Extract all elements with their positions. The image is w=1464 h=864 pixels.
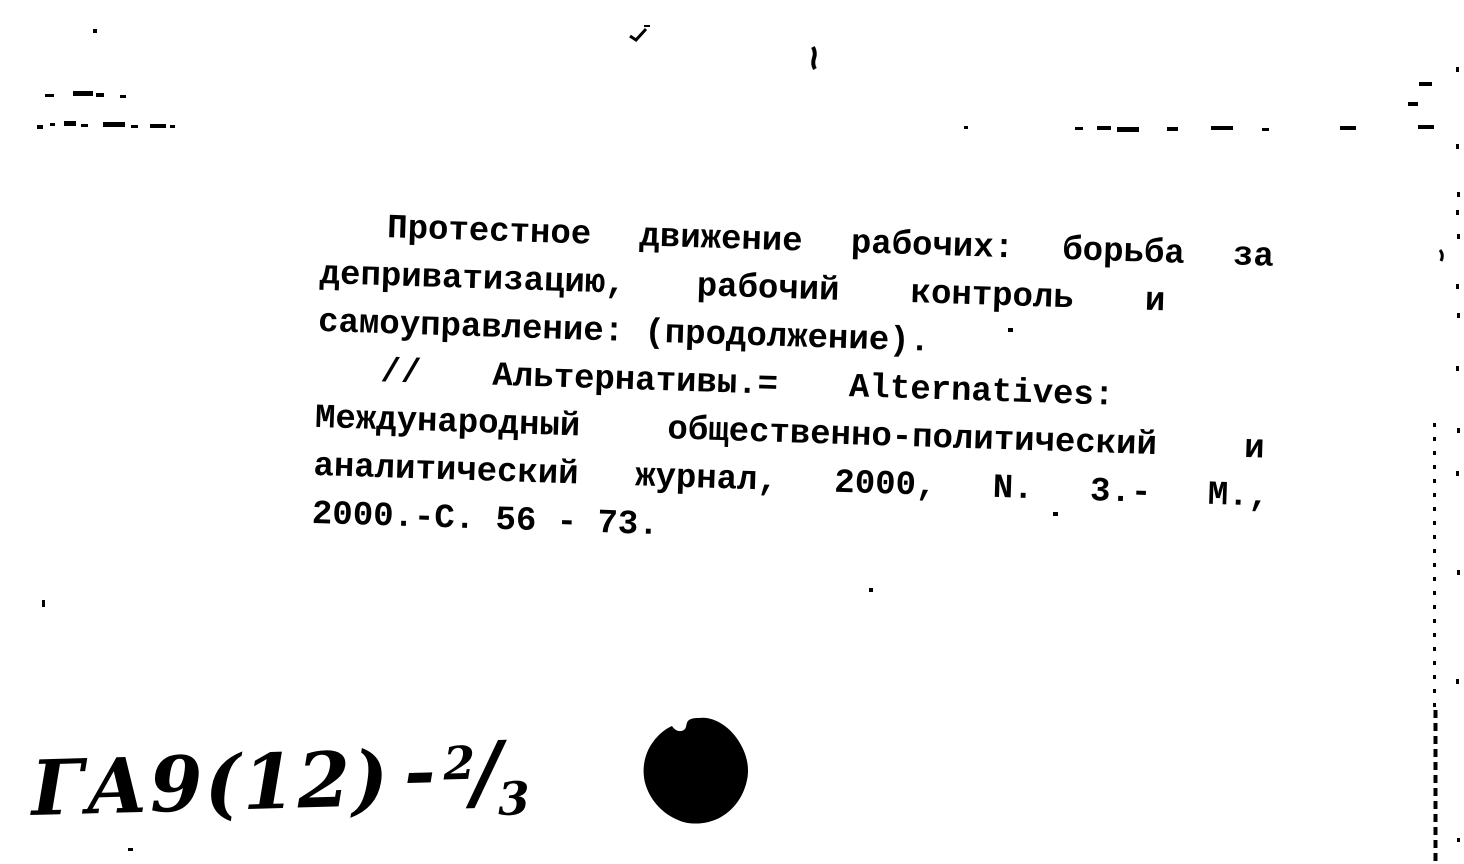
call-number-main: ГА9(12)	[30, 733, 392, 833]
word: деприватизацию,	[319, 255, 627, 304]
word: и	[1243, 429, 1266, 469]
word: 2000,	[833, 464, 937, 506]
ink-blot	[641, 716, 757, 828]
word: контроль	[909, 275, 1075, 319]
word: движение	[638, 218, 804, 262]
call-number-dash: -	[402, 726, 439, 817]
word: 3.-	[1089, 472, 1152, 513]
call-number-numerator: 2	[442, 735, 478, 791]
word: М.,	[1207, 476, 1270, 517]
word: рабочий	[696, 268, 841, 311]
word: Протестное	[386, 210, 592, 255]
word: аналитический	[312, 447, 580, 495]
call-number-denominator: 3	[497, 770, 533, 826]
word: общественно-политический	[666, 411, 1158, 466]
entry-line: самоуправление: (продолжение).	[317, 303, 931, 362]
word: Alternatives:	[848, 369, 1115, 416]
word: Альтернативы.=	[491, 357, 779, 405]
word: Международный	[314, 399, 581, 447]
call-number-slash: /	[469, 723, 505, 821]
word: за	[1232, 237, 1275, 277]
word: и	[1144, 282, 1166, 322]
bibliographic-entry	[311, 203, 1279, 570]
word: борьба	[1061, 231, 1186, 274]
entry-line: 2000.-С. 56 - 73.	[311, 495, 660, 546]
word: //	[379, 353, 422, 394]
word: журнал,	[634, 458, 779, 501]
word: рабочих:	[850, 225, 1015, 269]
word: N.	[992, 469, 1035, 510]
handwritten-call-number	[30, 723, 533, 834]
